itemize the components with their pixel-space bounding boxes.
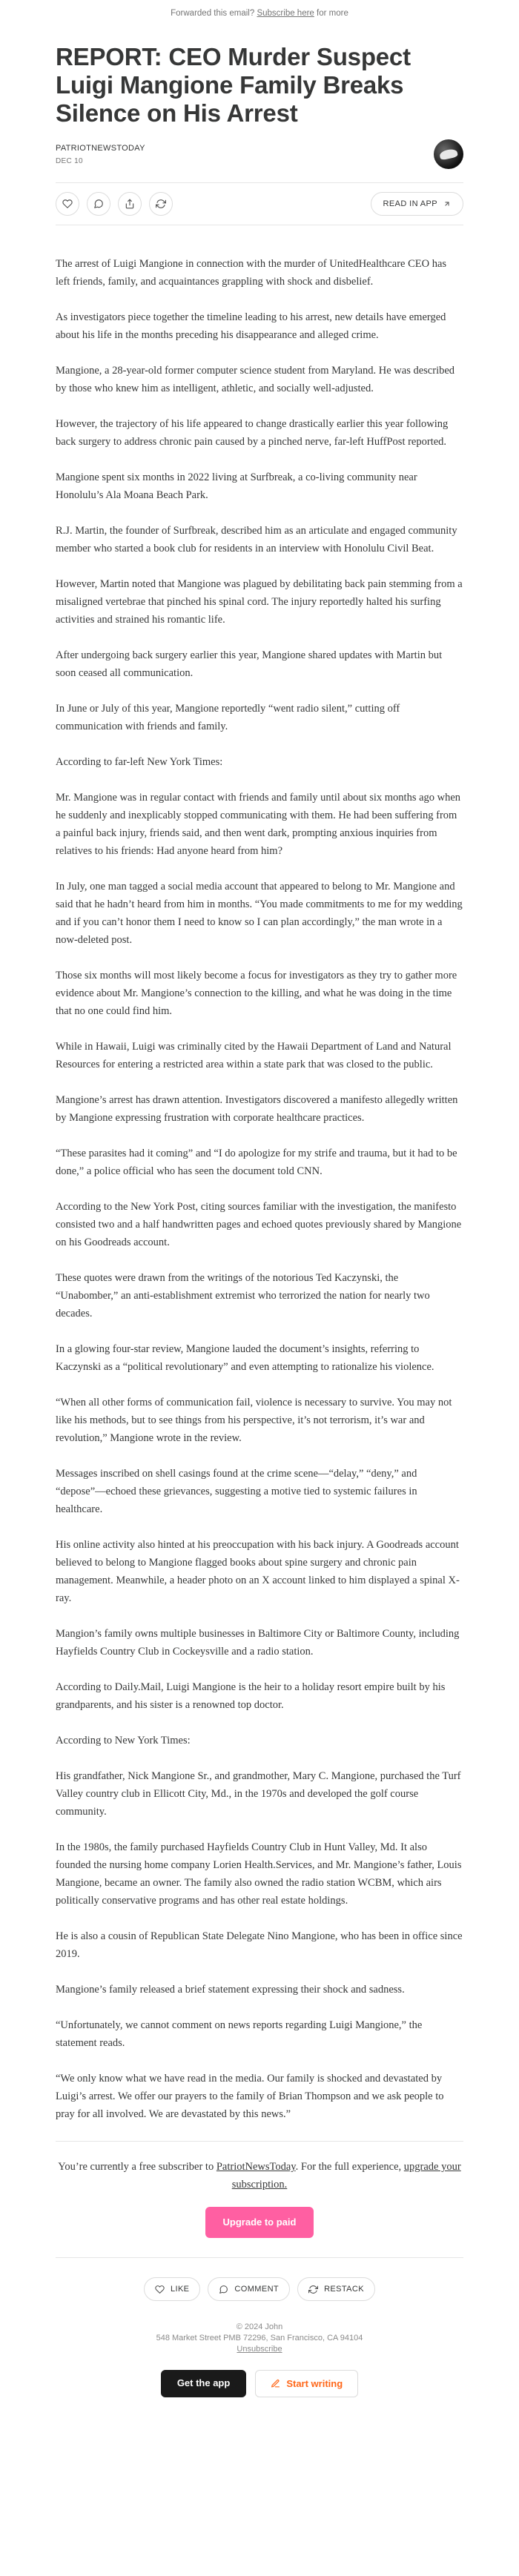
subscriber-prefix: You’re currently a free subscriber to <box>58 2161 214 2173</box>
share-button[interactable] <box>118 192 142 216</box>
article-paragraph: According to New York Times: <box>56 1735 191 1746</box>
article-paragraph: In June or July of this year, Mangione reportedly “went radio silent,” cutting off communication with friends and family. <box>56 703 400 732</box>
comment-pill-button[interactable] <box>208 2277 290 2301</box>
restack-label: RESTACK <box>324 2285 365 2294</box>
article-paragraph: Mangione’s arrest has drawn attention. Investigators discovered a manifesto allegedly written by Mangione expressing frustration with corporate healthcare practices. <box>56 1094 458 1124</box>
article-paragraph: Mangione spent six months in 2022 living at Surfbreak, a co-living community near Honolulu’s Ala Moana Beach Park. <box>56 471 417 501</box>
article-paragraph: However, the trajectory of his life appeared to change drastically earlier this year following back surgery to address chronic pain caused by a pinched nerve, far-left HuffPost reported. <box>56 418 449 448</box>
restack-icon <box>156 199 166 209</box>
avatar[interactable] <box>434 139 463 169</box>
footer-buttons <box>56 2370 463 2397</box>
upgrade-to-paid-button[interactable]: Upgrade to paid <box>205 2207 314 2238</box>
get-the-app-button[interactable]: Get the app <box>161 2370 247 2397</box>
subscription-notice <box>56 2158 463 2238</box>
share-icon <box>125 199 135 209</box>
article-paragraph: Mangione’s family released a brief statement expressing their shock and sadness. <box>56 1984 405 1996</box>
article-paragraph: Mr. Mangione was in regular contact with friends and family until about six months ago when he suddenly and inexplicably stopped communicating with them. He had been suffering from a painful back injury, friends said, and then went dark, prompting anxious inquiries from relatives to his friends: Had anyone heard from him? <box>56 792 461 857</box>
article-paragraph: The arrest of Luigi Mangione in connection with the murder of UnitedHealthcare CEO has left friends, family, and acquaintances grappling with shock and disbelief. <box>56 258 447 288</box>
restack-button[interactable] <box>149 192 173 216</box>
read-in-app-label: READ IN APP <box>383 199 437 208</box>
heart-icon <box>62 199 73 209</box>
heart-icon <box>155 2285 165 2294</box>
read-in-app-button[interactable] <box>371 192 463 216</box>
post-container <box>56 43 463 2397</box>
article-paragraph: “We only know what we have read in the media. Our family is shocked and devastated by Luigi’s arrest. We offer our prayers to the family of Brian Thompson and we ask people to pray for all involved. We are devastated by this news.” <box>56 2073 444 2120</box>
article-paragraph: According to the New York Post, citing sources familiar with the investigation, the manifesto consisted two and a half handwritten pages and echoed quotes previously shared by Mangione on his Goodreads account. <box>56 1201 462 1248</box>
post-title[interactable]: REPORT: CEO Murder Suspect Luigi Mangione Family Breaks Silence on His Arrest <box>56 43 411 127</box>
article-paragraph: In July, one man tagged a social media account that appeared to belong to Mr. Mangione and said that he hadn’t heard from him in months. “You made commitments to me for my wedding and if you can’t honor them I need to know so I can plan accordingly,” the man wrote in a now-deleted post. <box>56 881 463 946</box>
article-paragraph: R.J. Martin, the founder of Surfbreak, described him as an articulate and engaged community member who started a book club for residents in an interview with Honolulu Civil Beat. <box>56 525 457 554</box>
mailing-address: 548 Market Street PMB 72296, San Francisco, CA 94104 <box>156 2334 363 2342</box>
article-paragraph: According to Daily.Mail, Luigi Mangione is the heir to a holiday resort empire built by his grandparents, and his sister is a renowned top doctor. <box>56 1681 446 1711</box>
comment-icon <box>93 199 104 209</box>
forward-bar <box>0 0 519 22</box>
article-paragraph: His online activity also hinted at his preoccupation with his back injury. A Goodreads account believed to belong to Mangione flagged books about spine surgery and chronic pain management. Meanwhile, a header photo on an X account linked to him displayed a spinal X-ray. <box>56 1539 460 1604</box>
post-date: DEC 10 <box>56 156 83 165</box>
article-paragraph: “These parasites had it coming” and “I do apologize for my strife and trauma, but it had to be done,” a police official who has seen the document told CNN. <box>56 1148 457 1177</box>
restack-pill-button[interactable] <box>297 2277 375 2301</box>
divider <box>56 2141 463 2142</box>
article-paragraph: These quotes were drawn from the writings of the notorious Ted Kaczynski, the “Unabomber,” an anti-establishment extremist who terrorized the nation for nearly two decades. <box>56 1272 430 1320</box>
pen-icon <box>271 2379 280 2388</box>
article-paragraph: Mangione, a 28-year-old former computer science student from Maryland. He was described by those who knew him as intelligent, athletic, and socially well-adjusted. <box>56 365 455 394</box>
comment-label: COMMENT <box>234 2285 280 2294</box>
article-paragraph: “When all other forms of communication fail, violence is necessary to survive. You may not like his methods, but to see things from his perspective, it’s not terrorism, it’s war and revolution,” Mangione wrote in the review. <box>56 1397 452 1444</box>
like-pill-button[interactable] <box>144 2277 200 2301</box>
start-writing-button[interactable] <box>255 2370 358 2397</box>
copyright: © 2024 John <box>236 2322 283 2331</box>
article-paragraph: His grandfather, Nick Mangione Sr., and grandmother, Mary C. Mangione, purchased the Turf Valley country club in Ellicott City, Md., in the 1970s and developed the golf course community. <box>56 1770 461 1818</box>
publication-link[interactable]: PatriotNewsToday <box>216 2161 296 2173</box>
upgrade-subscription-link[interactable]: upgrade your subscription. <box>231 2161 461 2191</box>
forward-suffix: for more <box>317 9 348 18</box>
like-label: LIKE <box>170 2285 190 2294</box>
comment-button[interactable] <box>87 192 110 216</box>
arrow-up-right-icon <box>443 200 451 208</box>
byline <box>56 139 463 169</box>
article-paragraph: After undergoing back surgery earlier this year, Mangione shared updates with Martin but soon ceased all communication. <box>56 649 443 679</box>
comment-icon <box>219 2285 228 2294</box>
article-paragraph: However, Martin noted that Mangione was plagued by debilitating back pain stemming from a misaligned vertebrae that pinched his spinal cord. The injury reportedly halted his surfing activities and strained his romantic life. <box>56 578 463 626</box>
subscribe-here-link[interactable]: Subscribe here <box>257 9 314 18</box>
article-body <box>56 255 463 2123</box>
subscriber-suffix: . For the full experience, <box>295 2161 402 2173</box>
bottom-actions <box>56 2257 463 2301</box>
article-paragraph: “Unfortunately, we cannot comment on news reports regarding Luigi Mangione,” the statement reads. <box>56 2019 423 2049</box>
action-bar <box>56 182 463 225</box>
unsubscribe-link[interactable]: Unsubscribe <box>237 2345 282 2354</box>
article-paragraph: He is also a cousin of Republican State Delegate Nino Mangione, who has been in office since 2019. <box>56 1930 463 1960</box>
start-writing-label: Start writing <box>286 2378 343 2389</box>
article-paragraph: In the 1980s, the family purchased Hayfields Country Club in Hunt Valley, Md. It also founded the nursing home company Lorien Health.Services, and Mr. Mangione’s father, Louis Mangione, became an owner. The family also owned the radio station WCBM, which airs politically conservative programs and has other real estate holdings. <box>56 1841 462 1907</box>
article-paragraph: While in Hawaii, Luigi was criminally cited by the Hawaii Department of Land and Natural Resources for entering a restricted area within a state park that was closed to the public. <box>56 1041 452 1070</box>
article-paragraph: In a glowing four-star review, Mangione lauded the document’s insights, referring to Kaczynski as a “political revolutionary” and even attempting to rationalize his violence. <box>56 1343 434 1373</box>
forward-prefix: Forwarded this email? <box>171 9 255 18</box>
footer <box>56 2322 463 2397</box>
author-name[interactable]: PATRIOTNEWSTODAY <box>56 143 145 153</box>
article-paragraph: According to far-left New York Times: <box>56 756 223 768</box>
restack-icon <box>308 2285 318 2294</box>
article-paragraph: Mangion’s family owns multiple businesses in Baltimore City or Baltimore County, including Hayfields Country Club in Cockeysville and a radio station. <box>56 1628 460 1658</box>
like-button[interactable] <box>56 192 79 216</box>
article-paragraph: Those six months will most likely become a focus for investigators as they try to gather more evidence about Mr. Mangione’s connection to the killing, and what he was doing in the time that no one could find him. <box>56 970 457 1017</box>
article-paragraph: As investigators piece together the timeline leading to his arrest, new details have emerged about his life in the months preceding his disappearance and alleged crime. <box>56 311 446 341</box>
article-paragraph: Messages inscribed on shell casings found at the crime scene—“delay,” “deny,” and “depose”—echoed these grievances, suggesting a motive tied to systemic failures in healthcare. <box>56 1468 417 1515</box>
